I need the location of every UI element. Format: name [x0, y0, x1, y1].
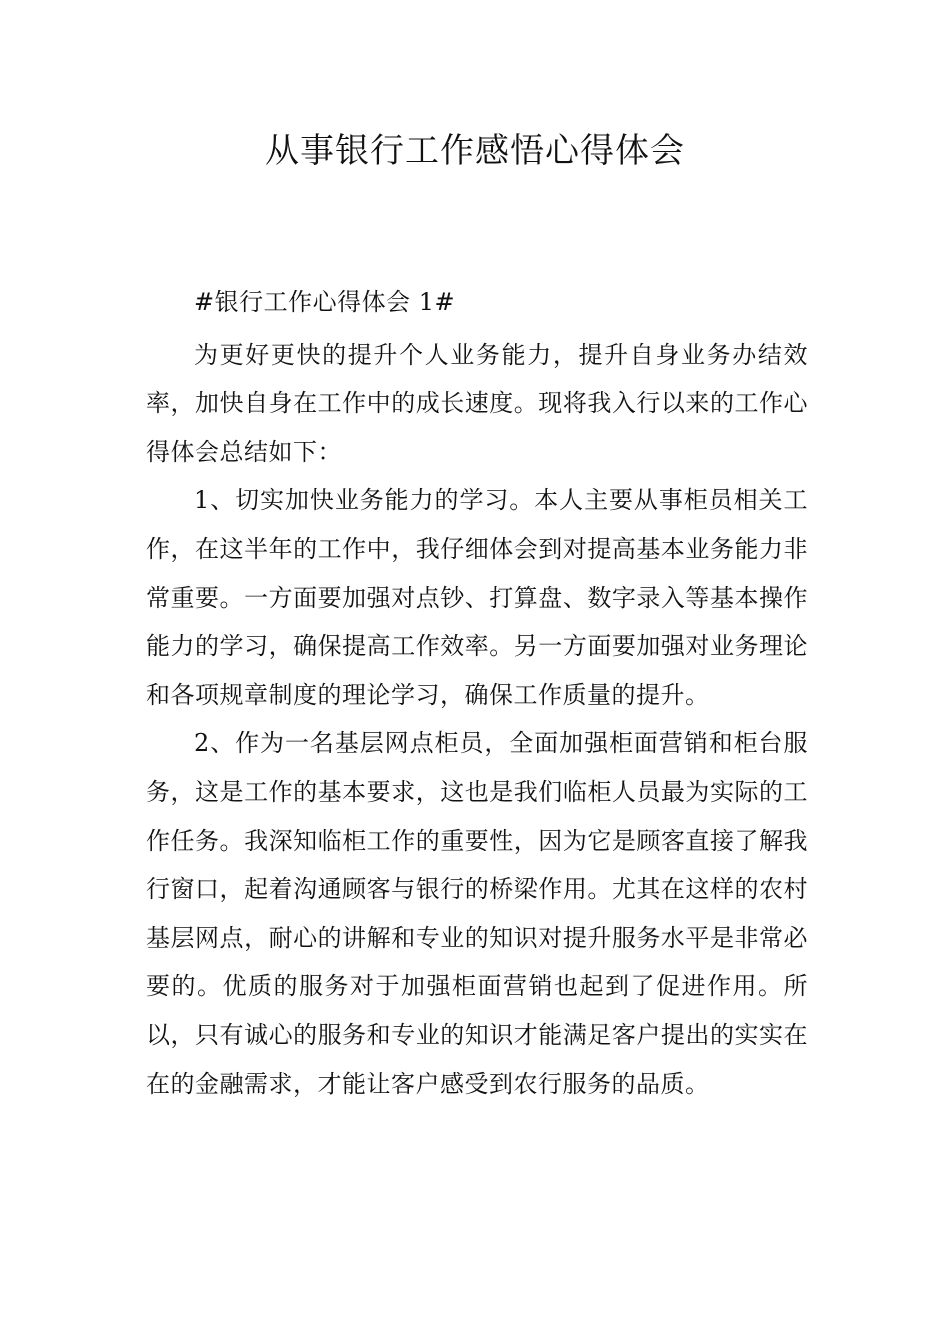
paragraph-intro: 为更好更快的提升个人业务能力，提升自身业务办结效率，加快自身在工作中的成长速度。现将我入行以来的工作心得体会总结如下：	[146, 340, 808, 466]
paragraph-point-1: 1、切实加快业务能力的学习。本人主要从事柜员相关工作，在这半年的工作中，我仔细体会到对提高基本业务能力非常重要。一方面要加强对点钞、打算盘、数字录入等基本操作能力的学习，确保提高工作效率。另一方面要加强对业务理论和各项规章制度的理论学习，确保工作质量的提升。	[146, 486, 808, 709]
document-body	[146, 278, 808, 1108]
section-heading: #银行工作心得体会 1#	[194, 288, 456, 316]
document-title: 从事银行工作感悟心得体会	[265, 131, 685, 171]
paragraph-point-2: 2、作为一名基层网点柜员，全面加强柜面营销和柜台服务，这是工作的基本要求，这也是我们临柜人员最为实际的工作任务。我深知临柜工作的重要性，因为它是顾客直接了解我行窗口，起着沟通顾客与银行的桥梁作用。尤其在这样的农村基层网点，耐心的讲解和专业的知识对提升服务水平是非常必要的。优质的服务对于加强柜面营销也起到了促进作用。所以，只有诚心的服务和专业的知识才能满足客户提出的实实在在的金融需求，才能让客户感受到农行服务的品质。	[146, 729, 808, 1098]
